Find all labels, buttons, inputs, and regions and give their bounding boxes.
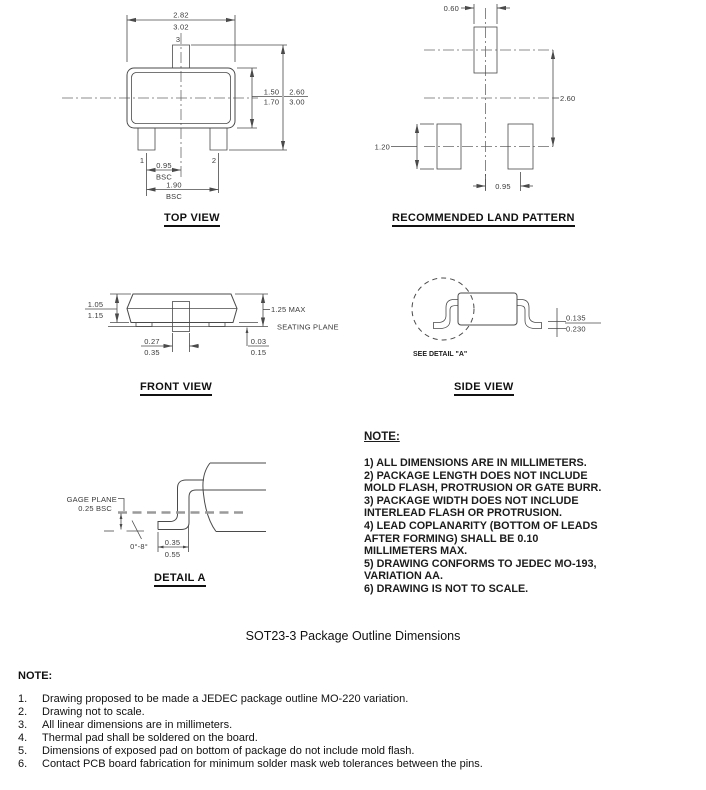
pin1-foot [136,323,152,327]
lead-outer-curve [158,480,204,530]
note-line: 5) DRAWING CONFORMS TO JEDEC MO-193, [364,557,597,570]
note-line: VARIATION AA. [364,570,443,583]
drawing-notes-heading: NOTE: [364,431,400,443]
note-line: 4) LEAD COPLANARITY (BOTTOM OF LEADS [364,519,598,532]
top-view [62,11,308,202]
note-line: 3) PACKAGE WIDTH DOES NOT INCLUDE [364,494,579,507]
dim-standoff [239,323,269,358]
dim-lead-thk-max: 0.230 [566,324,586,334]
dim-angle-value: 0°-8° [130,542,148,551]
dim-overall-height [235,294,339,332]
top-view-label: TOP VIEW [164,212,220,227]
note-line: 2) PACKAGE LENGTH DOES NOT INCLUDE [364,469,588,482]
dim-pad-pitch-value: 0.95 [495,182,511,191]
dim-body-thickness [85,294,131,323]
dim-lead-angle [127,521,148,552]
dim-lead-w-min: 0.27 [144,337,160,346]
front-view-label: FRONT VIEW [140,381,212,396]
dim-lead-span [191,45,308,150]
detail-a-callout-circle [412,278,474,340]
footer-note-text: Thermal pad shall be soldered on the board. [42,732,258,744]
dim-standoff-max: 0.15 [250,348,267,357]
note-line: MOLD FLASH, PROTRUSION OR GATE BURR. [364,482,602,495]
dim-lead-thk-min: 0.135 [566,313,586,323]
note-line: MILLIMETERS MAX. [364,545,468,558]
pin1-lead [138,128,155,150]
dim-span-min: 2.60 [289,87,305,97]
dim-span-max: 3.00 [289,97,305,107]
right-gullwing-lead [517,300,542,329]
land-pattern [375,4,576,192]
footer-note-item [18,745,698,758]
pin2-number: 2 [211,156,217,165]
center-lead [173,302,190,332]
footer-notes-heading: NOTE: [18,670,53,682]
dim-width-max: 3.02 [173,22,189,32]
gage-plane-leader [118,499,124,512]
pin1-number: 1 [139,156,145,165]
footer-note-number: 5. [18,745,28,757]
pin2-lead [210,128,227,150]
dim-pitch-value: 0.95 [156,161,172,170]
dim-body-max: 1.70 [263,97,280,107]
drawing-notes [364,431,674,596]
footer-note-number: 3. [18,719,28,731]
dim-standoff-min: 0.03 [250,337,267,346]
footer-note-number: 4. [18,732,28,744]
dim-lead-thickness [548,308,601,337]
gage-plane-label: GAGE PLANE [66,495,117,504]
figure-caption: SOT23-3 Package Outline Dimensions [245,629,461,643]
body-edge-curve [203,463,216,532]
dim-pitch-bsc: BSC [155,172,173,182]
footer-note-item [18,706,698,719]
footer-note-item [18,719,698,732]
footer-note-text: Drawing proposed to be made a JEDEC package outline MO-220 variation. [42,693,409,705]
footer-note-number: 2. [18,706,28,718]
dim-pad-length-value: 1.20 [374,142,390,152]
footer-note-text: Contact PCB board fabrication for minimum solder mask web tolerances between the pins. [42,758,483,770]
dim-height-max: 1.25 MAX [271,305,306,314]
dim-pad-width [444,4,510,24]
gage-offset-label: 0.25 BSC [78,504,112,513]
dim-span-bsc: BSC [165,192,183,201]
seating-plane-label: SEATING PLANE [277,322,339,332]
side-view [412,278,601,358]
detail-a-label: DETAIL A [154,572,206,587]
footer-note-number: 1. [18,693,28,705]
side-view-label: SIDE VIEW [454,381,514,396]
dim-body-h-max: 1.15 [87,311,104,320]
left-gullwing-lead [434,300,459,329]
dim-foot-max: 0.55 [164,550,181,559]
note-line: AFTER FORMING) SHALL BE 0.10 [364,532,539,545]
footer-note-text: Drawing not to scale. [42,706,145,718]
footer-note-item [18,693,698,706]
dim-lead-w-max: 0.35 [144,348,160,357]
dim-foot-length [158,526,189,559]
land-pattern-label: RECOMMENDED LAND PATTERN [392,212,575,227]
footer-notes [18,670,698,771]
footer-note-item [18,758,698,771]
dim-lead-width [141,333,199,357]
footer-note-text: All linear dimensions are in millimeters. [42,719,233,731]
dim-row-pitch [553,50,575,147]
dim-row-pitch-value: 2.60 [560,94,576,103]
dim-pad-width-value: 0.60 [443,4,459,13]
footer-note-number: 6. [18,758,28,770]
note-line: INTERLEAD FLASH OR PROTRUSION. [364,507,562,520]
body-side-profile [458,293,517,325]
dim-span-value: 1.90 [166,180,182,190]
dim-body-h-min: 1.05 [87,300,104,309]
dim-foot-min: 0.35 [164,538,181,547]
footer-note-text: Dimensions of exposed pad on bottom of package do not include mold flash. [42,745,415,757]
dim-width-min: 2.82 [173,10,189,20]
pin3-number: 3 [175,35,181,44]
front-view [85,294,339,357]
dim-pad-pitch [473,172,533,191]
note-line: 6) DRAWING IS NOT TO SCALE. [364,582,529,595]
dim-body-min: 1.50 [263,87,280,97]
detail-a [67,463,266,559]
pin2-foot [209,323,225,327]
note-line: 1) ALL DIMENSIONS ARE IN MILLIMETERS. [364,457,587,469]
see-detail-a-label: SEE DETAIL "A" [413,351,468,358]
footer-note-item [18,732,698,745]
